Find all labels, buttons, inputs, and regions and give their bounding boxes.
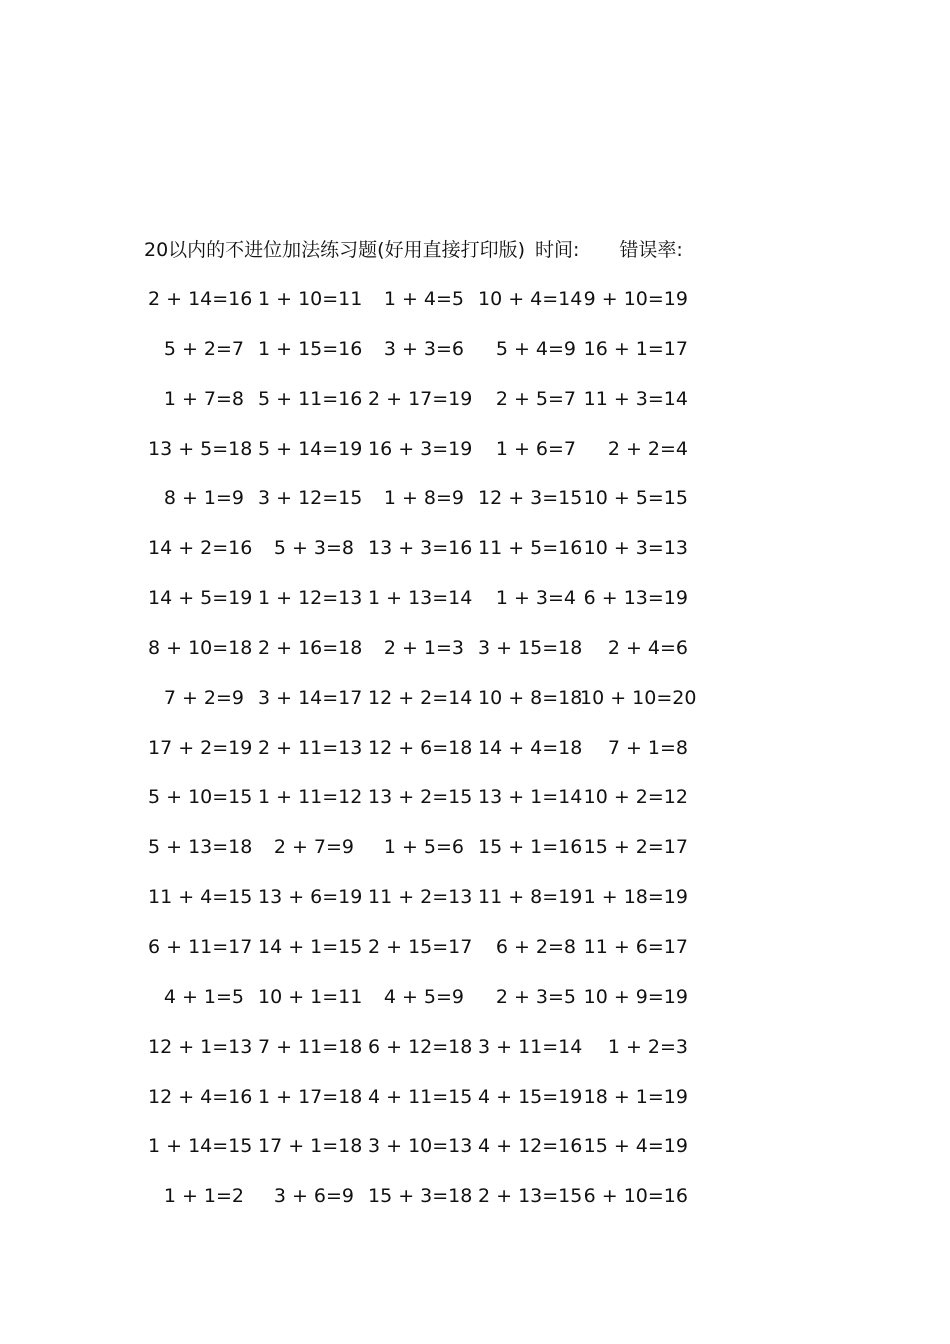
error-rate-label: 错误率: (619, 239, 683, 261)
addition-problem: 2 + 5=7 (495, 387, 576, 410)
addition-problem: 15 + 4=19 (583, 1135, 688, 1158)
addition-problem: 3 + 14=17 (258, 686, 363, 709)
addition-problem: 6 + 13=19 (583, 587, 688, 610)
addition-problem: 3 + 10=13 (368, 1135, 473, 1158)
addition-problem: 11 + 8=19 (478, 886, 583, 909)
addition-problem: 2 + 15=17 (368, 935, 473, 958)
addition-problem: 6 + 10=16 (583, 1185, 688, 1208)
addition-problem: 5 + 11=16 (258, 387, 363, 410)
addition-problem: 2 + 1=3 (383, 636, 464, 659)
addition-problem: 6 + 2=8 (495, 935, 576, 958)
addition-problem: 2 + 17=19 (368, 387, 473, 410)
addition-problem: 1 + 7=8 (163, 387, 244, 410)
addition-problem: 5 + 2=7 (163, 337, 244, 360)
addition-problem: 17 + 1=18 (258, 1135, 363, 1158)
addition-problem: 11 + 2=13 (368, 886, 473, 909)
addition-problem: 2 + 7=9 (273, 836, 354, 859)
addition-problem: 15 + 1=16 (478, 836, 583, 859)
addition-problem: 2 + 14=16 (148, 288, 253, 310)
addition-problem: 1 + 17=18 (258, 1085, 363, 1108)
addition-problem: 15 + 2=17 (583, 836, 688, 859)
addition-problem: 16 + 3=19 (368, 437, 473, 460)
addition-problem: 1 + 5=6 (383, 836, 464, 859)
addition-problem: 15 + 3=18 (368, 1185, 473, 1208)
addition-problem: 18 + 1=19 (583, 1085, 688, 1108)
addition-problem: 10 + 9=19 (583, 985, 688, 1008)
addition-problem: 13 + 3=16 (368, 537, 473, 560)
addition-problem: 7 + 2=9 (163, 686, 244, 709)
addition-problem: 1 + 10=11 (258, 288, 363, 310)
addition-problem: 13 + 2=15 (368, 786, 473, 809)
addition-problem: 6 + 11=17 (148, 935, 253, 958)
addition-problem: 1 + 13=14 (368, 587, 473, 610)
addition-problem: 11 + 3=14 (583, 387, 688, 410)
addition-problem: 10 + 5=15 (583, 487, 688, 510)
addition-problem: 3 + 15=18 (478, 636, 583, 659)
addition-problem: 11 + 5=16 (478, 537, 583, 560)
addition-problem: 4 + 1=5 (163, 985, 244, 1008)
addition-problem: 1 + 6=7 (495, 437, 576, 460)
addition-problem: 3 + 6=9 (273, 1185, 354, 1208)
addition-problem: 13 + 5=18 (148, 437, 253, 460)
addition-problem: 1 + 1=2 (163, 1185, 244, 1208)
addition-problem: 10 + 4=14 (478, 288, 583, 310)
addition-problem: 1 + 4=5 (383, 288, 464, 310)
addition-problem: 14 + 4=18 (478, 736, 583, 759)
addition-problem: 2 + 4=6 (607, 636, 688, 659)
addition-problem: 8 + 10=18 (148, 636, 253, 659)
addition-problem: 12 + 3=15 (478, 487, 583, 510)
addition-problem: 10 + 8=18 (478, 686, 583, 709)
addition-problem: 5 + 3=8 (273, 537, 354, 560)
addition-problem: 7 + 11=18 (258, 1035, 363, 1058)
addition-problem: 14 + 2=16 (148, 537, 253, 560)
addition-problem: 12 + 4=16 (148, 1085, 253, 1108)
addition-problem: 10 + 3=13 (583, 537, 688, 560)
addition-problem: 13 + 6=19 (258, 886, 363, 909)
addition-problem: 14 + 5=19 (148, 587, 253, 610)
addition-problem: 13 + 1=14 (478, 786, 583, 809)
addition-problem: 5 + 10=15 (148, 786, 253, 809)
time-label: 时间: (535, 239, 580, 261)
addition-problem: 1 + 3=4 (495, 587, 576, 610)
addition-problem: 4 + 5=9 (383, 985, 464, 1008)
addition-problem: 3 + 11=14 (478, 1035, 583, 1058)
addition-problem: 1 + 11=12 (258, 786, 363, 809)
addition-problem: 1 + 14=15 (148, 1135, 253, 1158)
addition-problem: 10 + 10=20 (580, 686, 697, 709)
addition-problem: 10 + 2=12 (583, 786, 688, 809)
addition-problem: 17 + 2=19 (148, 736, 253, 759)
addition-problem: 1 + 18=19 (583, 886, 688, 909)
addition-problem: 11 + 4=15 (148, 886, 253, 909)
addition-problem: 9 + 10=19 (583, 288, 688, 310)
addition-problem: 4 + 12=16 (478, 1135, 583, 1158)
addition-problem: 12 + 1=13 (148, 1035, 253, 1058)
addition-problem: 12 + 6=18 (368, 736, 473, 759)
addition-problem: 2 + 11=13 (258, 736, 363, 759)
addition-problem: 2 + 16=18 (258, 636, 363, 659)
addition-problem: 11 + 6=17 (583, 935, 688, 958)
addition-problem: 2 + 3=5 (495, 985, 576, 1008)
addition-problem: 4 + 11=15 (368, 1085, 473, 1108)
addition-problem: 1 + 15=16 (258, 337, 363, 360)
addition-problem: 5 + 4=9 (495, 337, 576, 360)
worksheet-title: 20以内的不进位加法练习题(好用直接打印版) (144, 239, 526, 261)
addition-problem: 3 + 3=6 (383, 337, 464, 360)
addition-problem: 8 + 1=9 (163, 487, 244, 510)
addition-problem: 16 + 1=17 (583, 337, 688, 360)
addition-problem: 10 + 1=11 (258, 985, 363, 1008)
addition-problem: 14 + 1=15 (258, 935, 363, 958)
worksheet-header (144, 236, 683, 264)
addition-problem: 2 + 2=4 (607, 437, 688, 460)
addition-problem: 1 + 2=3 (607, 1035, 688, 1058)
addition-problem: 5 + 14=19 (258, 437, 363, 460)
addition-problem: 12 + 2=14 (368, 686, 473, 709)
addition-problem: 2 + 13=15 (478, 1185, 583, 1208)
addition-problem: 1 + 12=13 (258, 587, 363, 610)
addition-problem: 4 + 15=19 (478, 1085, 583, 1108)
addition-problem: 3 + 12=15 (258, 487, 363, 510)
addition-problem: 6 + 12=18 (368, 1035, 473, 1058)
addition-problem: 7 + 1=8 (607, 736, 688, 759)
addition-problem: 5 + 13=18 (148, 836, 253, 859)
addition-problem: 1 + 8=9 (383, 487, 464, 510)
